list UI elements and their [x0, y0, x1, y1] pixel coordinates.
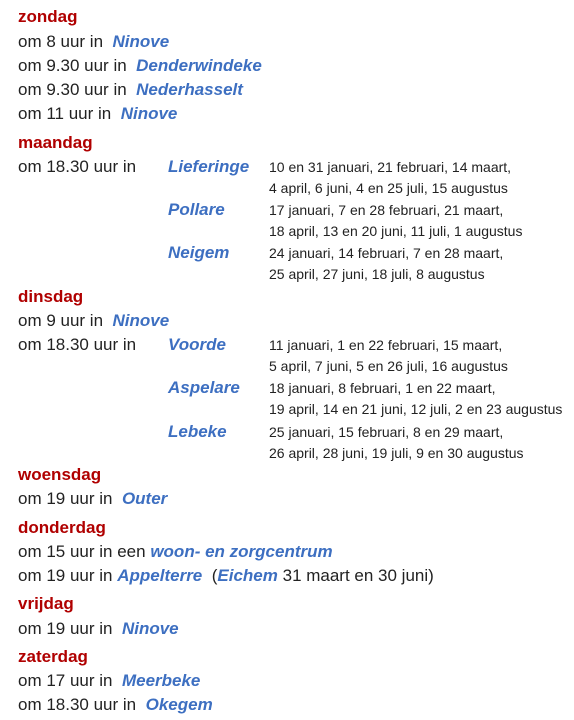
date-line: 11 januari, 1 en 22 februari, 15 maart, — [269, 337, 503, 353]
place-name: Lieferinge — [168, 157, 250, 176]
date-line: 25 januari, 15 februari, 8 en 29 maart, — [269, 424, 504, 440]
time-text: om 9.30 uur in — [18, 56, 127, 75]
time-text: om 18.30 uur in — [18, 695, 137, 714]
place-name: Denderwindeke — [136, 56, 262, 75]
schedule-line — [18, 56, 262, 76]
place-name: Appelterre — [117, 566, 203, 585]
place-name: Outer — [121, 489, 168, 508]
date-list — [269, 243, 503, 285]
date-line: 26 april, 28 juni, 19 juli, 9 en 30 augustus — [269, 445, 524, 461]
date-line: 4 april, 6 juni, 4 en 25 juli, 15 augustus — [269, 180, 508, 196]
place-name: Ninove — [121, 619, 179, 638]
date-list — [269, 200, 522, 242]
time-text: om 17 uur in — [18, 671, 113, 690]
date-list — [269, 157, 511, 199]
schedule-line — [18, 80, 243, 100]
place-name: Voorde — [168, 335, 226, 354]
date-line: 10 en 31 januari, 21 februari, 14 maart, — [269, 159, 512, 175]
time-text: om 9.30 uur in — [18, 80, 127, 99]
time-text: om 8 uur in — [18, 32, 104, 51]
day-heading-vrijdag: vrijdag — [18, 594, 74, 613]
place-name: Eichem — [217, 566, 278, 585]
time-text: om 18.30 uur in — [18, 157, 137, 176]
time-text: om 11 uur in — [18, 104, 112, 123]
place-name: Pollare — [168, 200, 225, 219]
place-name: Ninove — [112, 311, 170, 330]
time-text: om 9 uur in — [18, 311, 104, 330]
day-heading-dinsdag: dinsdag — [18, 287, 84, 306]
date-line: 17 januari, 7 en 28 februari, 21 maart, — [269, 202, 504, 218]
date-line: 19 april, 14 en 21 juni, 12 juli, 2 en 23 augustus — [269, 401, 563, 417]
date-line: 24 januari, 14 februari, 7 en 28 maart, — [269, 245, 504, 261]
day-heading-zaterdag: zaterdag — [18, 647, 88, 666]
date-line: 5 april, 7 juni, 5 en 26 juli, 16 augustus — [269, 358, 508, 374]
date-line: 18 april, 13 en 20 juni, 11 juli, 1 augustus — [269, 223, 523, 239]
date-line: 25 april, 27 juni, 18 juli, 8 augustus — [269, 266, 485, 282]
time-text: om 15 uur in een — [18, 542, 146, 561]
place-name: Lebeke — [168, 422, 227, 441]
place-name: Aspelare — [168, 378, 240, 397]
time-text: om 19 uur in — [18, 566, 113, 585]
day-heading-woensdag: woensdag — [18, 465, 102, 484]
schedule-line — [18, 671, 200, 691]
time-text: om 19 uur in — [18, 489, 113, 508]
place-name: woon- en zorgcentrum — [150, 542, 333, 561]
day-heading-zondag: zondag — [18, 7, 78, 26]
place-name: Nederhasselt — [136, 80, 243, 99]
date-list — [269, 422, 524, 464]
schedule-line — [18, 311, 169, 331]
place-name: Ninove — [112, 32, 170, 51]
place-name: Meerbeke — [121, 671, 201, 690]
paren-open: ( — [211, 566, 218, 585]
date-text: 31 maart en 30 juni) — [282, 566, 434, 585]
date-list — [269, 378, 562, 420]
schedule-line — [18, 32, 169, 52]
day-heading-donderdag: donderdag — [18, 518, 106, 537]
schedule-line — [18, 566, 434, 586]
schedule-line — [18, 619, 179, 639]
schedule-line — [18, 695, 213, 715]
time-text: om 19 uur in — [18, 619, 113, 638]
place-name: Ninove — [120, 104, 178, 123]
day-heading-maandag: maandag — [18, 133, 93, 152]
schedule-line — [18, 104, 177, 124]
time-text: om 18.30 uur in — [18, 335, 137, 354]
date-line: 18 januari, 8 februari, 1 en 22 maart, — [269, 380, 496, 396]
date-list — [269, 335, 508, 377]
place-name: Neigem — [168, 243, 230, 262]
schedule-line — [18, 489, 167, 509]
schedule-line — [18, 542, 333, 562]
place-name: Okegem — [145, 695, 213, 714]
